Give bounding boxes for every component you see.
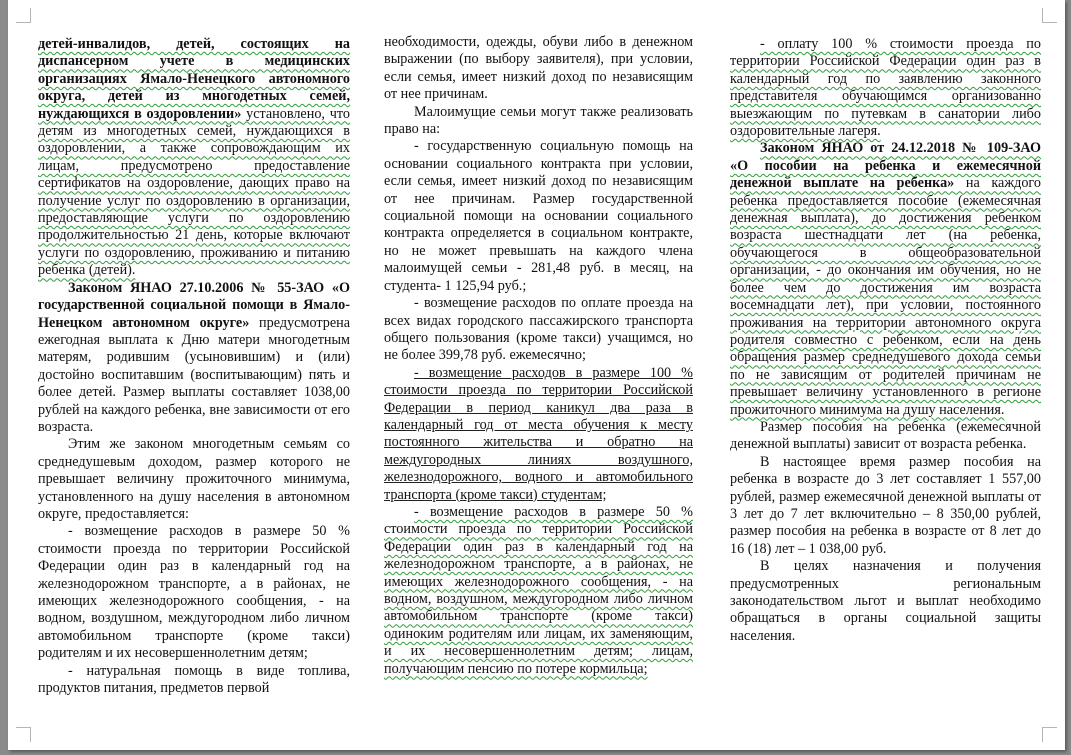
- paragraph: [38, 280, 350, 437]
- law-title: Законом ЯНАО 27.10.2006 № 55-ЗАО «О государственной социальной помощи в Ямало-Ненецком автономном округе»: [38, 279, 350, 331]
- text-column-3: [730, 36, 1041, 645]
- text-column-1: [38, 36, 350, 697]
- list-item: - государственную социальную помощь на основании социального контракта при условии, если семья, имеет низкий доход по независящим от нее причинам. Размер государственной социальной помощи на основании социального контракта определяется в социальном контракте, но не может превышать на каждого члена малоимущей семьи - 281,48 руб. в месяц, на студента- 1 125,94 руб.;: [384, 138, 693, 294]
- text-column-2: [384, 34, 693, 678]
- body-text: на каждого ребенка предоставляется пособие (ежемесячная денежная выплата), до достижения ребенком возраста шестнадцати лет (на ребенка, обучающегося в общеобразовательной организации, - до окончания им обучения, но не более чем до достижения им возраста восемнадцати лет), при условии, постоянного проживания на территории автономного округа родителя совместно с ребенком, если на день обращения размер среднедушевого дохода семьи по не зависящим от родителей причинам не превышает величину установленного в регионе прожиточного минимума на душу населения.: [730, 175, 1041, 418]
- list-item: - возмещение расходов в размере 50 % стоимости проезда по территории Российской Федерации один раз в календарный год на железнодорожном транспорте, а в районах, не имеющих железнодорожного сообщения, - на водном, воздушном, междугородном либо личном автомобильном транспорте (кроме такси) родителям и их несовершеннолетним детям;: [38, 523, 350, 662]
- list-item: [384, 365, 693, 504]
- list-item: [730, 36, 1041, 140]
- paragraph: Малоимущие семьи могут также реализовать право на:: [384, 103, 693, 138]
- paragraph: необходимости, одежды, обуви либо в денежном выражении (по выбору заявителя), при условии, если семья, имеет низкий доход по независящим от нее причинам.: [384, 34, 693, 103]
- document-page: [8, 0, 1065, 750]
- bold-text: детей-инвалидов, детей, состоящих на диспансерном учете в медицинских организациях Ямало-Ненецкого автономного округа, детей из многодетных семей, нуждающихся в оздоровлении»: [38, 36, 350, 122]
- law-title: Законом ЯНАО от 24.12.2018 № 109-ЗАО «О пособии на ребенка и ежемесячной денежной выплате на ребенка»: [730, 140, 1041, 192]
- crop-mark: [1042, 8, 1057, 23]
- body-text: - оплату 100 % стоимости проезда по территории Российской Федерации один раз в календарный год по заявлению законного представителя обучающимся организованно выезжающим по путевкам в санатории либо оздоровительные лагеря.: [730, 36, 1041, 140]
- crop-mark: [16, 8, 31, 23]
- body-text: предусмотрена ежегодная выплата к Дню матери многодетным матерям, родившим (усыновившим) и (или) достойно воспитавшим (воспитывающим) пять и более детей. Размер выплаты составляет 1038,00 рублей на каждого ребенка, вне зависимости от его возраста.: [38, 314, 351, 435]
- body-text: - возмещение расходов в размере 100 % стоимости проезда по территории Российской Федерации в период каникул два раза в календарный год от места обучения к месту постоянного жительства и обратно на междугородных линиях воздушного, железнодорожного, водного и автомобильного транспорта (кроме такси) студентам;: [384, 364, 693, 503]
- crop-mark: [16, 727, 31, 742]
- paragraph: [730, 140, 1041, 419]
- crop-mark: [1042, 727, 1057, 742]
- paragraph: Этим же законом многодетным семьям со среднедушевым доходом, размер которого не превышает величину прожиточного минимума, установленного на душу населения в автономном округе, предоставляется:: [38, 436, 350, 522]
- paragraph: В целях назначения и получения предусмотренных региональным законодательством льгот и выплат необходимо обращаться в органы социальной защиты населения.: [730, 558, 1041, 644]
- list-item: - натуральная помощь в виде топлива, продуктов питания, предметов первой: [38, 662, 350, 697]
- body-text: - возмещение расходов в размере 50 % стоимости проезда по территории Российской Федерации один раз в календарный год на железнодорожном транспорте, а в районах, не имеющих железнодорожного сообщения, - на водном, воздушном, междугородном либо личном автомобильном транспорте (кроме такси) одиноким родителям или лицам, их заменяющим, и их несовершеннолетним детям; лицам, получающим пенсию по потере кормильца;: [384, 503, 693, 677]
- body-text: установлено, что детям из многодетных семей, нуждающихся в оздоровлении, а также сопровождающим их лицам, предусмотрено предоставление сертификатов на оздоровление, дающих право на получение услуг по оздоровлению в организации, предоставляющие услуги по оздоровлению продолжительностью 21 день, которые включают услуги по оздоровлению, проживанию и питанию ребенка (детей).: [38, 105, 350, 279]
- list-item: [384, 504, 693, 678]
- paragraph: Размер пособия на ребенка (ежемесячной денежной выплаты) зависит от возраста ребенка.: [730, 418, 1041, 453]
- list-item: - возмещение расходов по оплате проезда на всех видах городского пассажирского транспорта общего пользования (кроме такси) учащимся, но не более 399,78 руб. ежемесячно;: [384, 295, 693, 364]
- paragraph: [38, 36, 350, 280]
- paragraph: В настоящее время размер пособия на ребенка в возрасте до 3 лет составляет 1 557,00 рублей, размер ежемесячной денежной выплаты от 3 лет до 7 лет включительно – 8 350,00 рублей, размер пособия на ребенка в возрасте от 8 лет до 16 (18) лет – 1 038,00 руб.: [730, 453, 1041, 557]
